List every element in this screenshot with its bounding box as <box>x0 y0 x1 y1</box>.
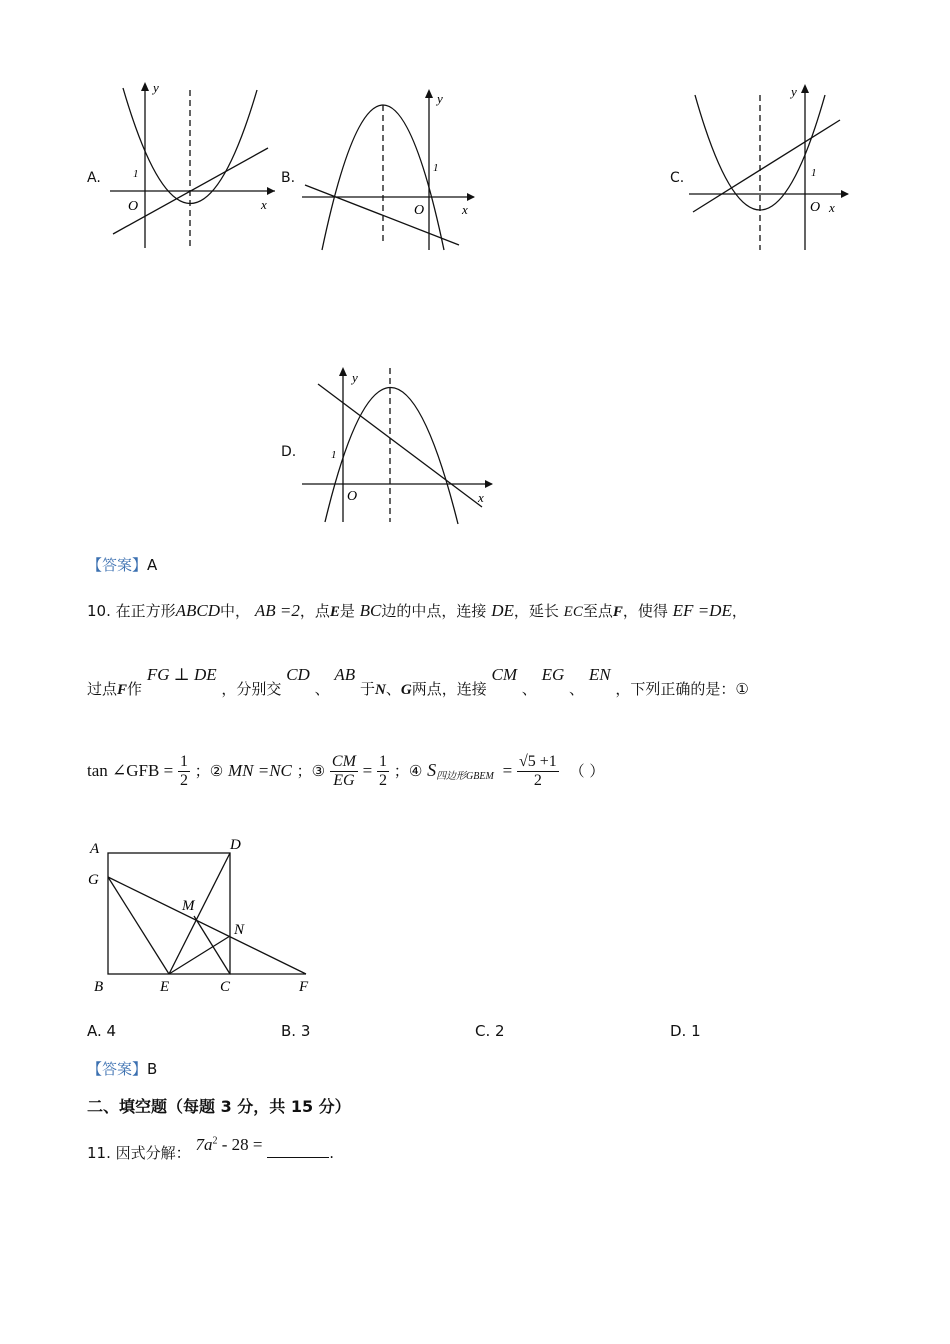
math-ec: EC <box>563 604 583 620</box>
q11-expression <box>195 1135 262 1154</box>
q10-sep: 、 <box>521 680 537 698</box>
q10-text: 中， <box>220 602 251 620</box>
origin-label: O <box>128 199 139 214</box>
q10-text: 边的中点，连接 <box>381 602 487 620</box>
math-s-sub: 四边形GBEM <box>436 771 494 782</box>
answer-value: B <box>147 1060 158 1078</box>
tick-1: 1 <box>433 162 439 174</box>
q10-text: 两点，连接 <box>411 680 487 698</box>
label-c: C <box>220 979 231 995</box>
option-a-label: A. <box>87 170 101 186</box>
math-eq: = <box>502 761 513 780</box>
tick-1: 1 <box>811 167 817 179</box>
q10-sep: ；③ <box>296 762 326 780</box>
segment-cm <box>194 916 230 974</box>
q11 <box>87 1134 334 1162</box>
q11-end: . <box>329 1144 334 1162</box>
origin-label: O <box>810 200 821 215</box>
graph-b <box>297 85 477 255</box>
label-d: D <box>230 837 241 853</box>
square-abcd <box>108 853 230 974</box>
q10-option-a: A. 4 <box>87 1022 117 1040</box>
label-m: M <box>182 898 195 914</box>
expr-rest: - 28 = <box>217 1135 263 1154</box>
y-axis-arrow <box>425 89 433 98</box>
q10-sep: 、 <box>569 680 585 698</box>
math-n: N <box>375 682 386 698</box>
y-axis-arrow <box>141 82 149 91</box>
math-fg-perp-de: FG ⊥ DE <box>146 665 217 684</box>
x-label: x <box>829 200 835 215</box>
x-axis-arrow <box>485 480 493 488</box>
math-eg: EG <box>541 665 565 684</box>
tick-1: 1 <box>331 449 337 461</box>
q10-line2 <box>87 664 749 704</box>
frac-num: √5 +1 <box>519 753 557 770</box>
label-b: B <box>94 979 104 995</box>
q10-sep: 、 <box>385 680 401 698</box>
expr-exponent: 2 <box>212 1135 218 1147</box>
y-label: y <box>791 84 797 99</box>
y-label: y <box>437 91 443 106</box>
origin-label: O <box>414 203 425 218</box>
math-s: S <box>427 760 437 780</box>
math-g: G <box>400 682 412 698</box>
x-label: x <box>462 202 468 217</box>
label-e: E <box>160 979 170 995</box>
q10-answer <box>87 1058 157 1079</box>
q10-text: ，使得 <box>622 602 668 620</box>
fraction-cm-eg <box>330 753 358 790</box>
answer-blank[interactable] <box>267 1143 329 1158</box>
option-d-label: D. <box>281 444 297 460</box>
q10-text: ， <box>731 602 747 620</box>
q10-sep: ；② <box>194 762 224 780</box>
frac-num: 1 <box>379 753 388 770</box>
y-axis-arrow <box>339 367 347 376</box>
x-label: x <box>478 490 484 505</box>
graph-c <box>685 80 855 255</box>
math-ef-eq: EF =DE <box>672 601 732 620</box>
math-mn-eq-nc: MN =NC <box>227 761 292 780</box>
q10-statements <box>87 753 604 790</box>
math-ab-eq: AB =2 <box>254 601 300 620</box>
frac-den: 2 <box>379 772 388 789</box>
answer-bracket: 【答案】 <box>87 556 148 574</box>
label-a: A <box>90 841 100 857</box>
x-axis-arrow <box>267 187 275 195</box>
q11-number: 11. <box>87 1144 111 1162</box>
math-f: F <box>612 604 623 620</box>
math-e: E <box>329 604 340 620</box>
frac-den: EG <box>333 772 355 789</box>
math-bc: BC <box>359 601 382 620</box>
y-axis-arrow <box>801 84 809 93</box>
q9-answer <box>87 554 157 575</box>
frac-den: 2 <box>533 772 542 789</box>
y-label: y <box>352 370 358 385</box>
answer-bracket: 【答案】 <box>87 1060 148 1078</box>
fraction-half-2 <box>377 753 389 790</box>
label-f: F <box>299 979 309 995</box>
figure-10 <box>82 830 322 1000</box>
math-cm: CM <box>491 665 517 684</box>
math-ab: AB <box>334 665 356 684</box>
origin-label: O <box>347 489 358 504</box>
answer-parentheses: （ ） <box>569 762 605 780</box>
line <box>693 120 840 212</box>
graph-d <box>300 362 500 530</box>
q10-sep: 、 <box>314 680 330 698</box>
q10-text: ，延长 <box>513 602 559 620</box>
expr-base: 7a <box>195 1135 213 1154</box>
q10-text: 是 <box>339 602 355 620</box>
x-label: x <box>261 197 267 212</box>
q10-text: 于 <box>359 680 375 698</box>
frac-num: CM <box>331 753 356 770</box>
math-cd: CD <box>286 665 310 684</box>
option-c-label: C. <box>670 170 685 186</box>
q10-text: ，下列正确的是：① <box>615 680 749 698</box>
q11-text: 因式分解： <box>115 1144 191 1162</box>
frac-num: 1 <box>179 753 188 770</box>
math-eq: = <box>362 761 373 780</box>
q10-text: ，分别交 <box>221 680 282 698</box>
math-en: EN <box>588 665 611 684</box>
label-n: N <box>234 922 245 938</box>
q10-option-c: C. 2 <box>475 1022 505 1040</box>
segment-gf <box>108 877 306 974</box>
q10-number: 10. <box>87 602 111 620</box>
math-abcd: ABCD <box>175 601 221 620</box>
q10-text: 作 <box>127 680 143 698</box>
y-label: y <box>153 80 159 95</box>
section-heading: 二、填空题（每题 3 分，共 15 分） <box>87 1097 351 1116</box>
label-g: G <box>88 872 99 888</box>
tick-1: 1 <box>133 168 139 180</box>
q10-option-b: B. 3 <box>281 1022 311 1040</box>
q10-option-d: D. 1 <box>670 1022 701 1040</box>
math-tan-gfb: tan ∠GFB = <box>87 761 174 780</box>
parabola <box>325 387 458 524</box>
fraction-sqrt5 <box>517 753 559 790</box>
q10-sep: ；④ <box>393 762 423 780</box>
q10-text: 在正方形 <box>115 602 176 620</box>
q10-line1 <box>87 600 747 621</box>
x-axis-arrow <box>467 193 475 201</box>
q10-text: 至点 <box>582 602 613 620</box>
math-de: DE <box>491 601 514 620</box>
graph-a <box>105 78 280 258</box>
answer-value: A <box>147 556 158 574</box>
math-f: F <box>117 682 128 698</box>
q10-text: 过点 <box>87 680 118 698</box>
q10-text: ，点 <box>299 602 330 620</box>
frac-den: 2 <box>179 772 188 789</box>
segment-de <box>169 853 230 974</box>
option-b-label: B. <box>281 170 296 186</box>
fraction-half <box>178 753 190 790</box>
x-axis-arrow <box>841 190 849 198</box>
